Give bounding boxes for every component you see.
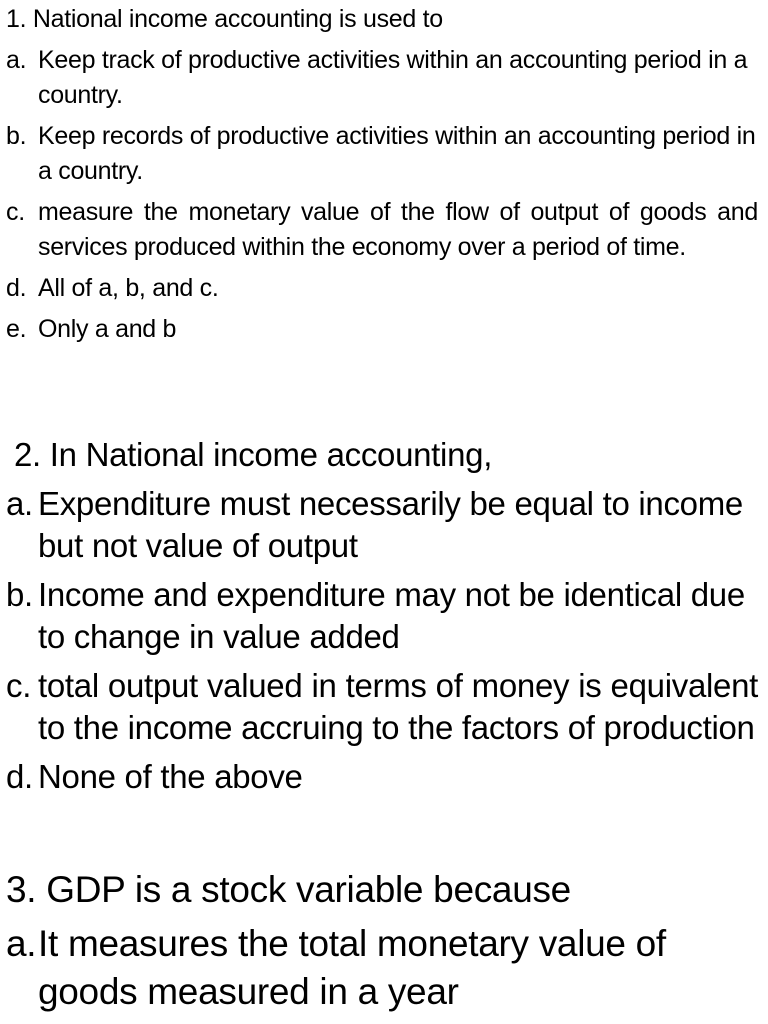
option-marker: a. <box>6 46 27 74</box>
option-text: None of the above <box>38 758 303 795</box>
option-marker: b. <box>6 576 33 613</box>
option-marker: b. <box>6 122 27 150</box>
option-text: measure the monetary value of the flow of output of goods and services produced within the economy over a period of time. <box>38 198 758 261</box>
option-marker: c. <box>6 667 32 704</box>
question-2-option-a <box>6 483 758 567</box>
question-3-option-a <box>6 920 758 1016</box>
option-text: All of a, b, and c. <box>38 274 219 302</box>
option-text: Expenditure must necessarily be equal to income but not value of output <box>38 485 743 564</box>
question-1-stem: 1. National income accounting is used to <box>6 5 443 33</box>
option-marker: a. <box>6 485 33 522</box>
question-2 <box>6 434 758 798</box>
question-1-option-d <box>6 271 758 306</box>
option-marker: d. <box>6 274 27 302</box>
question-1 <box>6 2 758 347</box>
option-marker: d. <box>6 758 33 795</box>
question-1-option-c <box>6 195 758 265</box>
question-3-stem: 3. GDP is a stock variable because <box>6 869 571 910</box>
option-text: total output valued in terms of money is equivalent to the income accruing to the factors of production <box>38 667 758 746</box>
question-1-option-a <box>6 43 758 113</box>
option-marker: c. <box>6 198 25 226</box>
option-marker: e. <box>6 315 27 343</box>
option-text: It measures the total monetary value of goods measured in a year <box>38 923 666 1012</box>
question-1-option-b <box>6 119 758 189</box>
question-2-option-c <box>6 665 758 749</box>
option-text: Income and expenditure may not be identical due to change in value added <box>38 576 745 655</box>
option-text: Keep records of productive activities within an accounting period in a country. <box>38 122 756 185</box>
question-2-option-b <box>6 574 758 658</box>
option-text: Keep track of productive activities within an accounting period in a country. <box>38 46 748 109</box>
question-2-stem: 2. In National income accounting, <box>14 436 493 473</box>
question-1-option-e <box>6 312 758 347</box>
question-3 <box>6 866 758 1016</box>
option-text: Only a and b <box>38 315 177 343</box>
question-2-option-d <box>6 756 758 798</box>
option-marker: a. <box>6 923 37 964</box>
